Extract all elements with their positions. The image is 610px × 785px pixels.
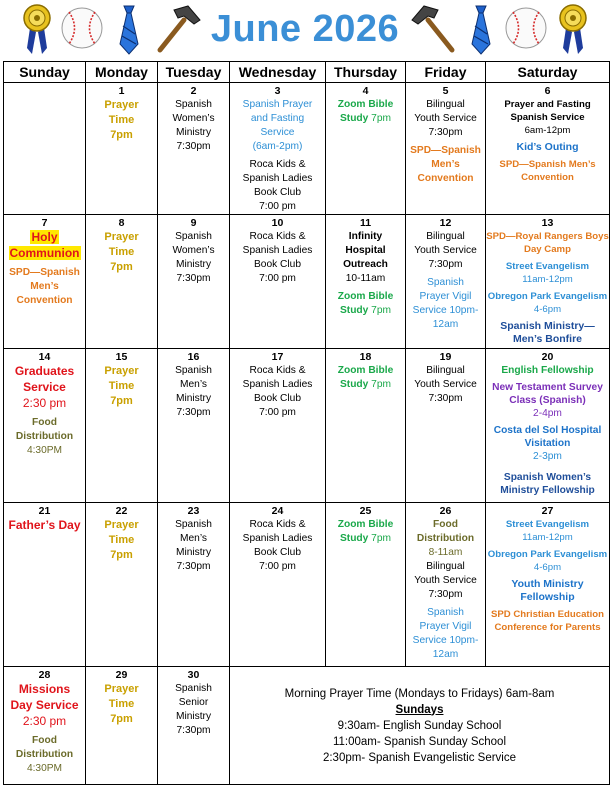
day-number: 14: [38, 351, 51, 363]
day-number: 18: [359, 351, 372, 363]
medal-icon: [22, 2, 52, 56]
day-number: 11: [359, 217, 372, 229]
day-cell-22[interactable]: [86, 503, 158, 667]
event-book-club: Roca Kids & Spanish Ladies Book Club 7:00 pm: [242, 159, 313, 212]
notes-sundays-heading: Sundays: [395, 703, 444, 716]
day-cell-20[interactable]: [486, 349, 610, 503]
notes-evangelistic-service: 2:30pm- Spanish Evangelistic Service: [322, 751, 517, 764]
event-senior-ministry: Spanish Senior Ministry 7:30pm: [175, 683, 212, 736]
day-number: 27: [541, 505, 554, 517]
hammer-icon: [410, 4, 460, 54]
event-prayer-vigil: Spanish Prayer Vigil Service 10pm- 12am: [412, 607, 479, 660]
event-missions-day: Missions Day Service 2:30 pm: [10, 682, 79, 728]
day-cell-3[interactable]: [230, 83, 326, 215]
day-cell-9[interactable]: [158, 215, 230, 349]
day-cell-4[interactable]: [326, 83, 406, 215]
event-prayer-time: Prayer Time 7pm: [104, 519, 139, 561]
day-cell-18[interactable]: [326, 349, 406, 503]
day-number: 20: [541, 351, 554, 363]
event-prayer-time: Prayer Time 7pm: [104, 99, 139, 141]
notes-spanish-sunday-school: 11:00am- Spanish Sunday School: [332, 735, 507, 748]
day-cell-26[interactable]: [406, 503, 486, 667]
event-obregon-park: Obregon Park Evangelism 4-6pm: [487, 549, 608, 573]
event-prayer-fasting-service: Prayer and Fasting Spanish Service 6am-12pm: [504, 99, 591, 136]
weekday-friday: Friday: [406, 62, 486, 83]
event-womens-fellowship: Spanish Women’s Ministry Fellowship: [500, 472, 595, 496]
day-cell-25[interactable]: [326, 503, 406, 667]
day-cell-30[interactable]: [158, 667, 230, 785]
day-number: 5: [442, 85, 449, 97]
notes-morning-prayer: Morning Prayer Time (Mondays to Fridays) 6am-8am: [284, 687, 555, 700]
necktie-icon: [468, 4, 494, 56]
day-cell-10[interactable]: [230, 215, 326, 349]
event-royal-rangers: SPD—Royal Rangers Boys Day Camp: [486, 231, 609, 255]
week-row: [4, 349, 610, 503]
event-book-club: Roca Kids & Spanish Ladies Book Club 7:00 pm: [242, 519, 313, 572]
day-number: 15: [115, 351, 128, 363]
event-youth-service: Bilingual Youth Service 7:30pm: [414, 231, 477, 270]
event-mens-convention: SPD—Spanish Men’s Convention: [9, 267, 80, 306]
event-prayer-fasting: Spanish Prayer and Fasting Service (6am-2pm): [242, 99, 313, 152]
event-prayer-time: Prayer Time 7pm: [104, 365, 139, 407]
day-number: 8: [118, 217, 125, 229]
day-cell-16[interactable]: [158, 349, 230, 503]
event-street-evangelism: Street Evangelism 11am-12pm: [505, 519, 590, 543]
weekday-monday: Monday: [86, 62, 158, 83]
day-cell-29[interactable]: [86, 667, 158, 785]
day-number: 28: [38, 669, 51, 681]
page-title: June 2026: [210, 8, 400, 50]
day-cell-empty: [4, 83, 86, 215]
day-cell-27[interactable]: [486, 503, 610, 667]
event-english-fellowship: English Fellowship: [501, 365, 594, 376]
event-prayer-time: Prayer Time 7pm: [104, 683, 139, 725]
day-number: 30: [187, 669, 200, 681]
day-cell-2[interactable]: [158, 83, 230, 215]
medal-icon: [558, 2, 588, 56]
event-book-club: Roca Kids & Spanish Ladies Book Club 7:00 pm: [242, 231, 313, 284]
day-cell-15[interactable]: [86, 349, 158, 503]
weekday-header-row: [4, 62, 610, 83]
event-christian-education: SPD Christian Education Conference for Parents: [490, 609, 604, 633]
event-street-evangelism: Street Evangelism 11am-12pm: [505, 261, 590, 285]
day-number: 29: [115, 669, 128, 681]
day-cell-21[interactable]: [4, 503, 86, 667]
notes-english-sunday-school: 9:30am- English Sunday School: [337, 719, 502, 732]
day-cell-19[interactable]: [406, 349, 486, 503]
day-number: 13: [541, 217, 554, 229]
weekday-tuesday: Tuesday: [158, 62, 230, 83]
event-graduates-service: Graduates Service 2:30 pm: [14, 364, 75, 410]
day-cell-6[interactable]: [486, 83, 610, 215]
day-cell-23[interactable]: [158, 503, 230, 667]
day-number: 12: [439, 217, 452, 229]
weekday-saturday: Saturday: [486, 62, 610, 83]
day-number: 24: [271, 505, 284, 517]
day-number: 26: [439, 505, 452, 517]
event-mens-ministry: Spanish Men’s Ministry 7:30pm: [175, 519, 212, 572]
week-row: [4, 215, 610, 349]
day-cell-12[interactable]: [406, 215, 486, 349]
day-number: 3: [274, 85, 281, 97]
event-food-distribution: Food Distribution 4:30PM: [15, 417, 74, 456]
calendar-header: [0, 0, 610, 62]
day-cell-17[interactable]: [230, 349, 326, 503]
day-cell-14[interactable]: [4, 349, 86, 503]
weekday-wednesday: Wednesday: [230, 62, 326, 83]
day-number: 23: [187, 505, 200, 517]
weekday-thursday: Thursday: [326, 62, 406, 83]
day-cell-8[interactable]: [86, 215, 158, 349]
event-mens-convention: SPD—Spanish Men’s Convention: [499, 159, 596, 183]
event-youth-fellowship: Youth Ministry Fellowship: [511, 578, 584, 603]
event-hospital-outreach: Infinity Hospital Outreach 10-11am: [343, 231, 388, 284]
event-mens-bonfire: Spanish Ministry— Men’s Bonfire: [500, 320, 595, 345]
baseball-icon: [60, 6, 104, 50]
day-number: 21: [38, 505, 51, 517]
event-zoom-bible-study: Zoom Bible Study 7pm: [337, 291, 394, 316]
event-obregon-park: Obregon Park Evangelism 4-6pm: [487, 291, 608, 315]
baseball-icon: [504, 6, 548, 50]
notes-box: [230, 667, 610, 785]
week-row: [4, 83, 610, 215]
event-book-club: Roca Kids & Spanish Ladies Book Club 7:00 pm: [242, 365, 313, 418]
event-zoom-bible-study: Zoom Bible Study 7pm: [337, 99, 394, 124]
event-womens-ministry: Spanish Women’s Ministry 7:30pm: [172, 99, 215, 152]
day-number: 6: [544, 85, 551, 97]
event-youth-service: Bilingual Youth Service 7:30pm: [414, 561, 477, 600]
event-fathers-day: Father’s Day: [8, 518, 81, 532]
calendar-grid: [3, 61, 610, 785]
event-hospital-visitation: Costa del Sol Hospital Visitation 2-3pm: [493, 425, 602, 462]
week-row: [4, 667, 610, 785]
week-row: [4, 503, 610, 667]
event-mens-convention: SPD—Spanish Men’s Convention: [410, 145, 481, 184]
event-zoom-bible-study: Zoom Bible Study 7pm: [337, 365, 394, 390]
event-womens-ministry: Spanish Women’s Ministry 7:30pm: [172, 231, 215, 284]
day-cell-7[interactable]: [4, 215, 86, 349]
day-number: 22: [115, 505, 128, 517]
event-mens-ministry: Spanish Men’s Ministry 7:30pm: [175, 365, 212, 418]
day-number: 9: [190, 217, 197, 229]
event-new-testament-survey: New Testament Survey Class (Spanish) 2-4pm: [492, 382, 603, 419]
event-prayer-vigil: Spanish Prayer Vigil Service 10pm- 12am: [412, 277, 479, 330]
event-youth-service: Bilingual Youth Service 7:30pm: [414, 99, 477, 138]
necktie-icon: [116, 4, 142, 56]
day-number: 4: [362, 85, 369, 97]
day-number: 7: [41, 217, 48, 229]
event-food-distribution: Food Distribution 8-11am: [416, 519, 475, 558]
day-cell-11[interactable]: [326, 215, 406, 349]
hammer-icon: [152, 4, 202, 54]
day-number: 10: [271, 217, 284, 229]
day-number: 1: [118, 85, 125, 97]
day-cell-24[interactable]: [230, 503, 326, 667]
event-kids-outing: Kid’s Outing: [516, 141, 579, 153]
event-zoom-bible-study: Zoom Bible Study 7pm: [337, 519, 394, 544]
day-cell-13[interactable]: [486, 215, 610, 349]
day-number: 25: [359, 505, 372, 517]
day-cell-1[interactable]: [86, 83, 158, 215]
event-holy-communion: Holy Communion: [9, 230, 80, 260]
event-food-distribution: Food Distribution 4:30PM: [15, 735, 74, 774]
event-prayer-time: Prayer Time 7pm: [104, 231, 139, 273]
day-cell-5[interactable]: [406, 83, 486, 215]
event-youth-service: Bilingual Youth Service 7:30pm: [414, 365, 477, 404]
day-number: 16: [187, 351, 200, 363]
day-number: 17: [271, 351, 284, 363]
day-number: 2: [190, 85, 197, 97]
weekday-sunday: Sunday: [4, 62, 86, 83]
day-cell-28[interactable]: [4, 667, 86, 785]
day-number: 19: [439, 351, 452, 363]
